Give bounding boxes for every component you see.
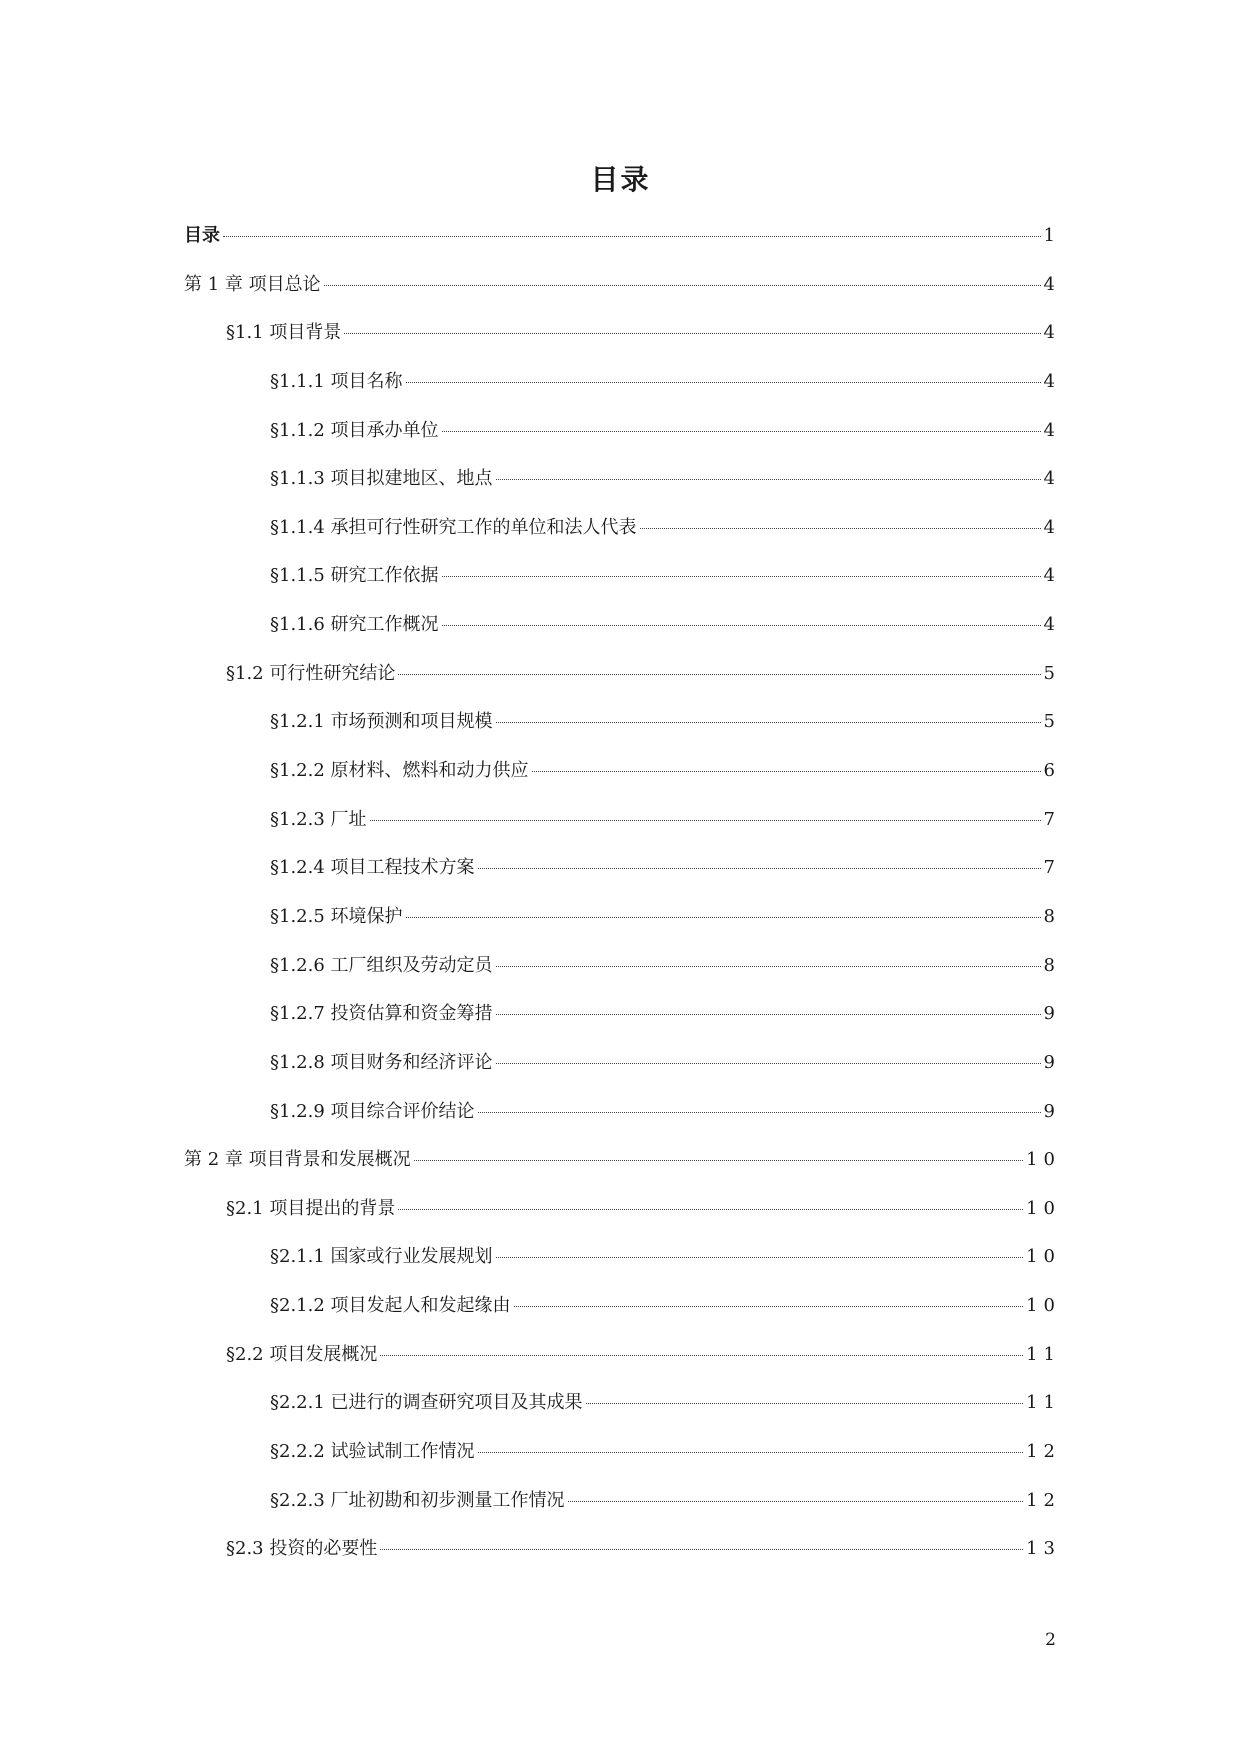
toc-entry-label: 第 2 章 项目背景和发展概况 bbox=[184, 1149, 411, 1171]
toc-entry[interactable] bbox=[184, 610, 1061, 659]
dot-leader bbox=[532, 771, 1041, 772]
dot-leader bbox=[414, 1160, 1023, 1161]
page-number: 2 bbox=[1045, 1630, 1056, 1650]
toc-title: 目录 bbox=[590, 163, 651, 196]
toc-entry[interactable] bbox=[184, 1145, 1061, 1194]
toc-entry-label: §1.1.3 项目拟建地区、地点 bbox=[270, 468, 493, 490]
toc-entry-page: 7 bbox=[1043, 857, 1061, 879]
toc-entry-page: 10 bbox=[1026, 1246, 1061, 1268]
toc-entry-label: §1.2.5 环境保护 bbox=[270, 905, 403, 927]
toc-entry[interactable] bbox=[184, 416, 1061, 465]
toc-entry[interactable] bbox=[184, 902, 1061, 951]
dot-leader bbox=[496, 722, 1041, 723]
toc-entry-label: §2.2.2 试验试制工作情况 bbox=[270, 1441, 475, 1463]
toc-entry-page: 8 bbox=[1043, 954, 1061, 976]
dot-leader bbox=[344, 333, 1040, 334]
toc-entry-page: 11 bbox=[1026, 1392, 1061, 1414]
toc-entry-page: 12 bbox=[1026, 1489, 1061, 1511]
toc-entry[interactable] bbox=[184, 951, 1061, 1000]
toc-entry-page: 9 bbox=[1043, 1003, 1061, 1025]
toc-entry[interactable] bbox=[184, 853, 1061, 902]
toc-entry[interactable] bbox=[184, 1340, 1061, 1389]
toc-entry[interactable] bbox=[184, 756, 1061, 805]
toc-entry[interactable] bbox=[184, 1486, 1061, 1535]
toc-entry[interactable] bbox=[184, 1194, 1061, 1243]
dot-leader bbox=[223, 236, 1041, 237]
toc-entry-page: 9 bbox=[1043, 1051, 1061, 1073]
toc-entry-page: 10 bbox=[1026, 1197, 1061, 1219]
toc-entry[interactable] bbox=[184, 1048, 1061, 1097]
toc-entry-label: §1.1 项目背景 bbox=[226, 322, 342, 344]
toc-entry-page: 12 bbox=[1026, 1441, 1061, 1463]
toc-entry-page: 9 bbox=[1043, 1100, 1061, 1122]
toc-entry-label: §1.2.9 项目综合评价结论 bbox=[270, 1100, 475, 1122]
toc-entry-label: §1.1.1 项目名称 bbox=[270, 370, 403, 392]
toc-entry-page: 4 bbox=[1043, 516, 1061, 538]
toc-entry-label: §1.2.4 项目工程技术方案 bbox=[270, 857, 475, 879]
toc-entry-label: §1.1.4 承担可行性研究工作的单位和法人代表 bbox=[270, 516, 637, 538]
toc-entry[interactable] bbox=[184, 659, 1061, 708]
toc-entry-page: 5 bbox=[1043, 662, 1061, 684]
dot-leader bbox=[496, 1014, 1041, 1015]
dot-leader bbox=[496, 1063, 1041, 1064]
dot-leader bbox=[478, 1112, 1041, 1113]
dot-leader bbox=[380, 1549, 1023, 1550]
toc-entry[interactable] bbox=[184, 1291, 1061, 1340]
toc-entry-page: 4 bbox=[1043, 565, 1061, 587]
dot-leader bbox=[478, 868, 1041, 869]
toc-entry-label: §1.2.8 项目财务和经济评论 bbox=[270, 1051, 493, 1073]
toc-entry[interactable] bbox=[184, 270, 1061, 319]
toc-entry-page: 10 bbox=[1026, 1149, 1061, 1171]
toc-entry-page: 4 bbox=[1043, 419, 1061, 441]
toc-entry-label: §1.2.7 投资估算和资金筹措 bbox=[270, 1003, 493, 1025]
dot-leader bbox=[442, 576, 1041, 577]
toc-entry-label: §2.1.2 项目发起人和发起缘由 bbox=[270, 1295, 511, 1317]
toc-entry-label: §2.2 项目发展概况 bbox=[226, 1343, 378, 1365]
toc-entry-label: §2.3 投资的必要性 bbox=[226, 1538, 378, 1560]
toc-entry-label: §1.2.2 原材料、燃料和动力供应 bbox=[270, 760, 529, 782]
toc-entry[interactable] bbox=[184, 513, 1061, 562]
toc-entry-page: 4 bbox=[1043, 614, 1061, 636]
dot-leader bbox=[496, 1257, 1024, 1258]
dot-leader bbox=[398, 1209, 1023, 1210]
dot-leader bbox=[442, 625, 1041, 626]
dot-leader bbox=[640, 528, 1041, 529]
toc-entry-page: 8 bbox=[1043, 905, 1061, 927]
toc-entry[interactable] bbox=[184, 707, 1061, 756]
dot-leader bbox=[406, 382, 1041, 383]
toc-entry-page: 6 bbox=[1043, 760, 1061, 782]
toc-entry-label: §2.1.1 国家或行业发展规划 bbox=[270, 1246, 493, 1268]
toc-entry-page: 4 bbox=[1043, 322, 1061, 344]
toc-entry[interactable] bbox=[184, 221, 1061, 270]
toc-entry-page: 11 bbox=[1026, 1343, 1061, 1365]
toc-entry[interactable] bbox=[184, 464, 1061, 513]
toc-entry-page: 5 bbox=[1043, 711, 1061, 733]
toc-entry[interactable] bbox=[184, 1388, 1061, 1437]
toc-entry-label: §2.2.3 厂址初勘和初步测量工作情况 bbox=[270, 1489, 565, 1511]
dot-leader bbox=[370, 820, 1041, 821]
toc-entry[interactable] bbox=[184, 561, 1061, 610]
toc-entry-page: 4 bbox=[1043, 468, 1061, 490]
toc-entry-label: §1.2.3 厂址 bbox=[270, 808, 367, 830]
toc-entry[interactable] bbox=[184, 367, 1061, 416]
toc-entry[interactable] bbox=[184, 318, 1061, 367]
toc-entry[interactable] bbox=[184, 1097, 1061, 1146]
dot-leader bbox=[496, 479, 1041, 480]
table-of-contents bbox=[184, 221, 1061, 1583]
toc-entry-label: §1.2.6 工厂组织及劳动定员 bbox=[270, 954, 493, 976]
toc-entry-label: §1.1.5 研究工作依据 bbox=[270, 565, 439, 587]
toc-entry-label: §2.2.1 已进行的调查研究项目及其成果 bbox=[270, 1392, 583, 1414]
toc-entry[interactable] bbox=[184, 999, 1061, 1048]
toc-entry[interactable] bbox=[184, 1534, 1061, 1583]
toc-entry[interactable] bbox=[184, 805, 1061, 854]
dot-leader bbox=[568, 1501, 1024, 1502]
dot-leader bbox=[586, 1403, 1024, 1404]
toc-entry-page: 13 bbox=[1026, 1538, 1061, 1560]
toc-entry-page: 1 bbox=[1043, 225, 1061, 246]
toc-entry-page: 4 bbox=[1043, 370, 1061, 392]
dot-leader bbox=[514, 1306, 1024, 1307]
toc-entry-label: §1.1.2 项目承办单位 bbox=[270, 419, 439, 441]
toc-entry-page: 4 bbox=[1043, 273, 1061, 295]
toc-entry-label: §1.1.6 研究工作概况 bbox=[270, 614, 439, 636]
dot-leader bbox=[406, 917, 1041, 918]
toc-entry[interactable] bbox=[184, 1242, 1061, 1291]
dot-leader bbox=[380, 1355, 1023, 1356]
dot-leader bbox=[478, 1452, 1024, 1453]
dot-leader bbox=[324, 285, 1041, 286]
toc-entry-label: §2.1 项目提出的背景 bbox=[226, 1197, 396, 1219]
dot-leader bbox=[442, 431, 1041, 432]
toc-entry-label: §1.2 可行性研究结论 bbox=[226, 662, 396, 684]
toc-entry-label: 目录 bbox=[184, 225, 220, 246]
toc-entry-label: §1.2.1 市场预测和项目规模 bbox=[270, 711, 493, 733]
toc-entry-page: 7 bbox=[1043, 808, 1061, 830]
dot-leader bbox=[398, 674, 1040, 675]
toc-entry-page: 10 bbox=[1026, 1295, 1061, 1317]
toc-entry-label: 第 1 章 项目总论 bbox=[184, 273, 321, 295]
toc-entry[interactable] bbox=[184, 1437, 1061, 1486]
dot-leader bbox=[496, 966, 1041, 967]
